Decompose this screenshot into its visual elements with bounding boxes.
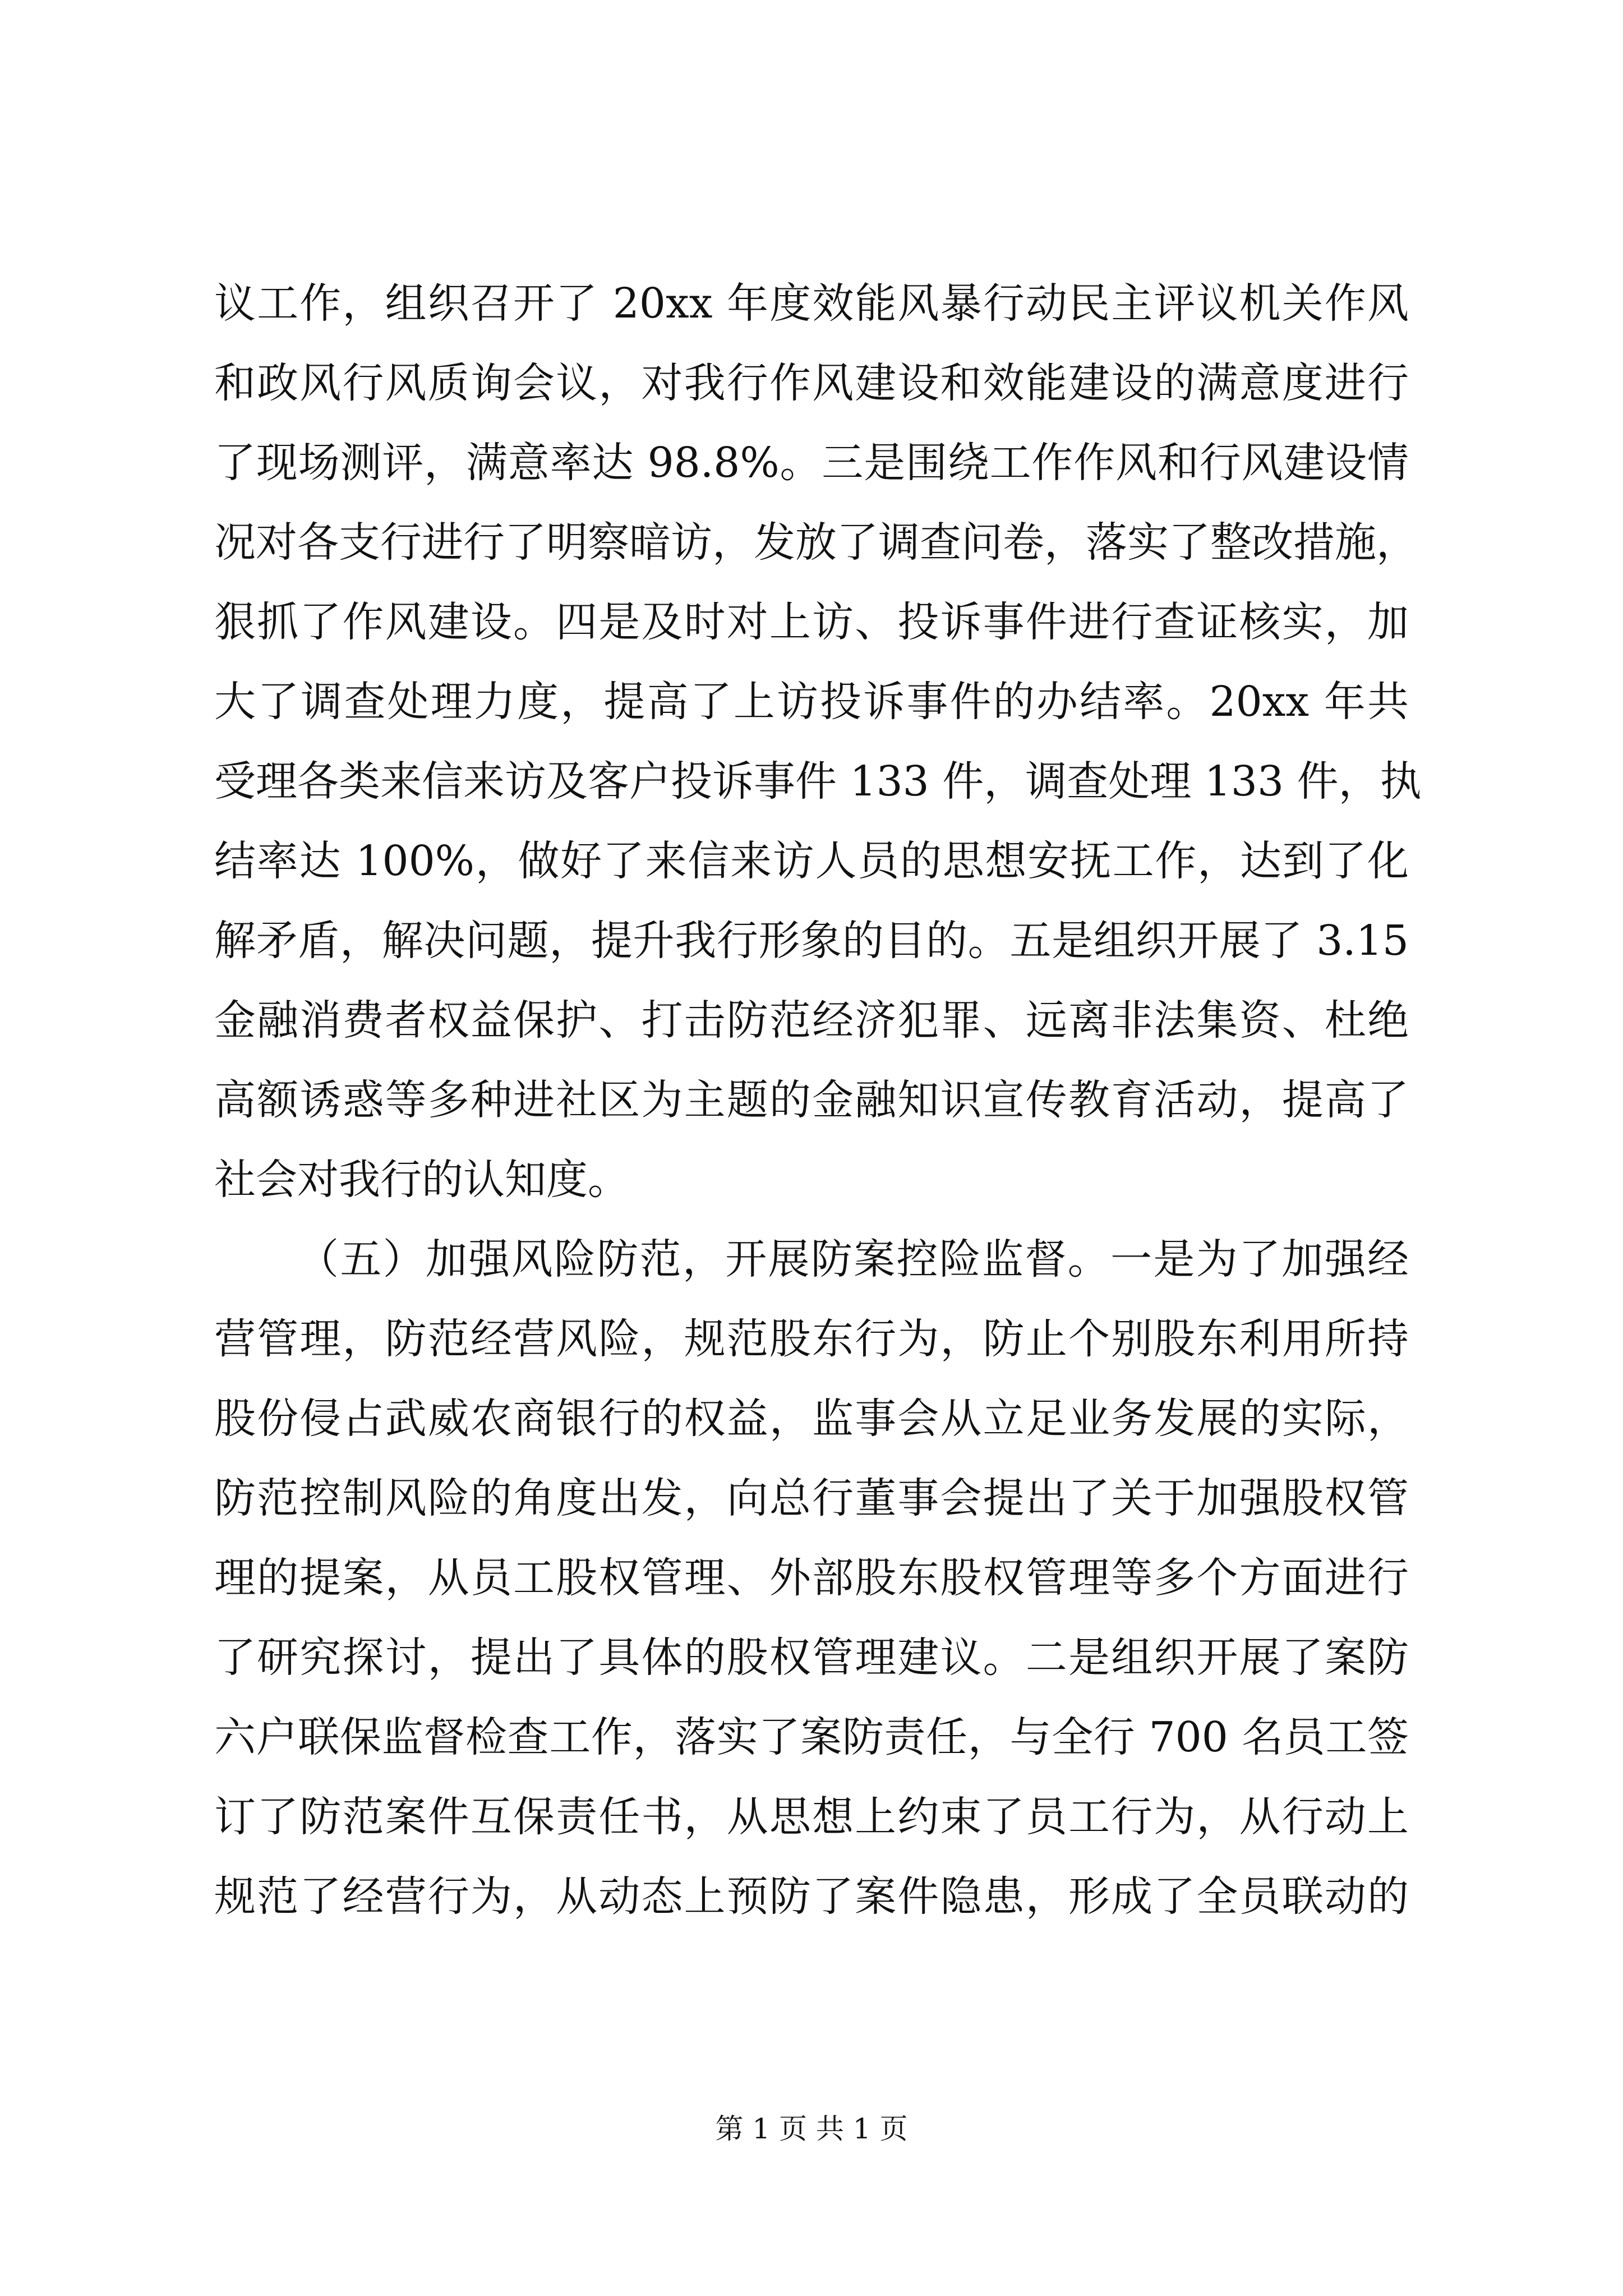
text-line: 理的提案，从员工股权管理、外部股东股权管理等多个方面进行 [214, 1554, 1409, 1602]
text-line: 规范了经营行为，从动态上预防了案件隐患，形成了全员联动的 [214, 1872, 1409, 1921]
text-line: 狠抓了作风建设。四是及时对上访、投诉事件进行查证核实，加 [214, 598, 1409, 646]
page-number: 第 1 页 共 1 页 [715, 2113, 908, 2145]
text-line: 解矛盾，解决问题，提升我行形象的目的。五是组织开展了 3.15 [214, 917, 1409, 965]
text-line: 受理各类来信来访及客户投诉事件 133 件，调查处理 133 件，执 [214, 757, 1422, 806]
text-line: 金融消费者权益保护、打击防范经济犯罪、远离非法集资、杜绝 [214, 996, 1409, 1045]
text-line: 高额诱惑等多种进社区为主题的金融知识宣传教育活动，提高了 [214, 1076, 1409, 1124]
text-line: 社会对我行的认知度。 [214, 1156, 629, 1204]
text-line: 六户联保监督检查工作，落实了案防责任，与全行 700 名员工签 [214, 1713, 1409, 1761]
body-text [214, 264, 1422, 1936]
text-line: 结率达 100%，做好了来信来访人员的思想安抚工作，达到了化 [214, 837, 1409, 885]
paragraph [214, 264, 1422, 1220]
text-line: 订了防范案件互保责任书，从思想上约束了员工行为，从行动上 [214, 1793, 1409, 1841]
text-line: 议工作，组织召开了 20xx 年度效能风暴行动民主评议机关作风 [214, 279, 1409, 328]
text-line: 大了调查处理力度，提高了上访投诉事件的办结率。20xx 年共 [214, 678, 1409, 726]
text-line: 了研究探讨，提出了具体的股权管理建议。二是组织开展了案防 [214, 1634, 1409, 1682]
text-line: 防范控制风险的角度出发，向总行董事会提出了关于加强股权管 [214, 1474, 1409, 1522]
text-line: （五）加强风险防范，开展防案控险监督。一是为了加强经 [297, 1235, 1409, 1283]
text-line: 和政风行风质询会议，对我行作风建设和效能建设的满意度进行 [214, 359, 1409, 407]
paragraph [214, 1220, 1409, 1936]
text-line: 况对各支行进行了明察暗访，发放了调查问卷，落实了整改措施， [214, 518, 1418, 567]
text-line: 营管理，防范经营风险，规范股东行为，防止个别股东利用所持 [214, 1315, 1409, 1363]
text-line: 股份侵占武威农商银行的权益，监事会从立足业务发展的实际， [214, 1395, 1409, 1443]
text-line: 了现场测评，满意率达 98.8%。三是围绕工作作风和行风建设情 [214, 439, 1409, 487]
